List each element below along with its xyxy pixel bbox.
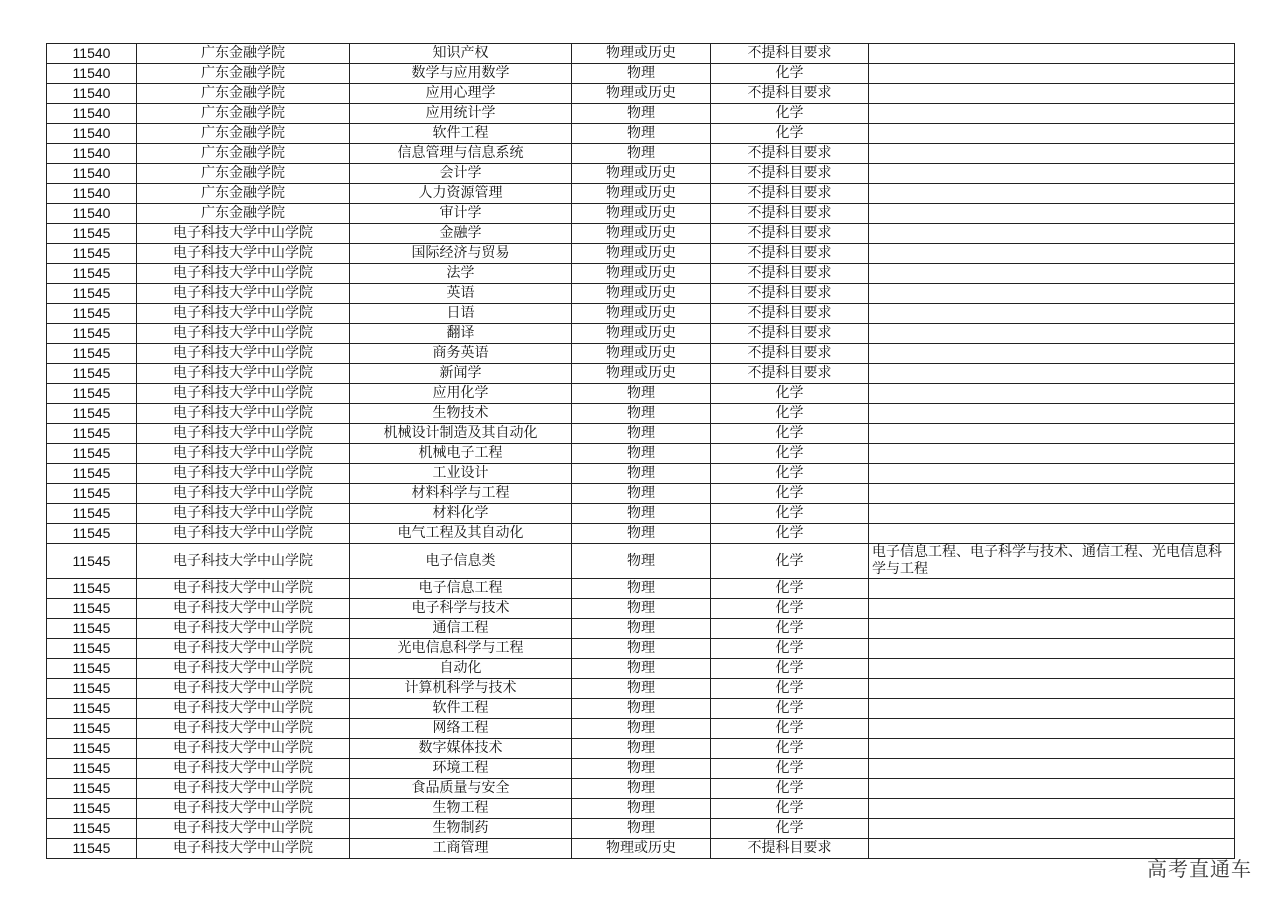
second-subject-cell: 不提科目要求: [711, 284, 869, 304]
note-cell: [869, 799, 1235, 819]
table-row: [47, 719, 1235, 739]
school-code-cell: 11545: [47, 244, 137, 264]
subject-requirements-table: [46, 43, 1235, 859]
school-name-cell: 电子科技大学中山学院: [137, 759, 350, 779]
table-row: [47, 799, 1235, 819]
school-name-cell: 电子科技大学中山学院: [137, 484, 350, 504]
school-code-cell: 11545: [47, 739, 137, 759]
school-name-cell: 电子科技大学中山学院: [137, 579, 350, 599]
school-code-cell: 11545: [47, 779, 137, 799]
note-cell: [869, 264, 1235, 284]
note-cell: [869, 579, 1235, 599]
school-name-cell: 广东金融学院: [137, 124, 350, 144]
table-row: [47, 819, 1235, 839]
school-code-cell: 11540: [47, 44, 137, 64]
first-subject-cell: 物理: [572, 599, 711, 619]
note-cell: [869, 344, 1235, 364]
second-subject-cell: 化学: [711, 484, 869, 504]
table-row: [47, 124, 1235, 144]
note-cell: [869, 444, 1235, 464]
note-cell: [869, 104, 1235, 124]
note-cell: 电子信息工程、电子科学与技术、通信工程、光电信息科学与工程: [869, 544, 1235, 579]
second-subject-cell: 不提科目要求: [711, 84, 869, 104]
major-name-cell: 应用化学: [350, 384, 572, 404]
first-subject-cell: 物理: [572, 759, 711, 779]
second-subject-cell: 不提科目要求: [711, 264, 869, 284]
school-code-cell: 11545: [47, 484, 137, 504]
first-subject-cell: 物理: [572, 544, 711, 579]
major-name-cell: 法学: [350, 264, 572, 284]
table-row: [47, 404, 1235, 424]
second-subject-cell: 不提科目要求: [711, 164, 869, 184]
first-subject-cell: 物理: [572, 384, 711, 404]
school-name-cell: 广东金融学院: [137, 64, 350, 84]
table-row: [47, 659, 1235, 679]
first-subject-cell: 物理或历史: [572, 324, 711, 344]
table-row: [47, 284, 1235, 304]
note-cell: [869, 184, 1235, 204]
second-subject-cell: 化学: [711, 104, 869, 124]
school-name-cell: 电子科技大学中山学院: [137, 779, 350, 799]
note-cell: [869, 124, 1235, 144]
major-name-cell: 国际经济与贸易: [350, 244, 572, 264]
school-code-cell: 11545: [47, 364, 137, 384]
school-name-cell: 电子科技大学中山学院: [137, 344, 350, 364]
first-subject-cell: 物理: [572, 659, 711, 679]
second-subject-cell: 化学: [711, 124, 869, 144]
school-code-cell: 11540: [47, 104, 137, 124]
second-subject-cell: 化学: [711, 719, 869, 739]
school-code-cell: 11540: [47, 64, 137, 84]
school-name-cell: 电子科技大学中山学院: [137, 719, 350, 739]
note-cell: [869, 599, 1235, 619]
first-subject-cell: 物理: [572, 464, 711, 484]
school-code-cell: 11540: [47, 124, 137, 144]
school-code-cell: 11540: [47, 84, 137, 104]
second-subject-cell: 化学: [711, 759, 869, 779]
school-code-cell: 11540: [47, 204, 137, 224]
table-row: [47, 184, 1235, 204]
table-row: [47, 84, 1235, 104]
major-name-cell: 信息管理与信息系统: [350, 144, 572, 164]
first-subject-cell: 物理: [572, 699, 711, 719]
table-row: [47, 599, 1235, 619]
first-subject-cell: 物理: [572, 144, 711, 164]
school-name-cell: 电子科技大学中山学院: [137, 799, 350, 819]
first-subject-cell: 物理: [572, 679, 711, 699]
table-row: [47, 164, 1235, 184]
second-subject-cell: 化学: [711, 404, 869, 424]
second-subject-cell: 化学: [711, 779, 869, 799]
table-row: [47, 524, 1235, 544]
second-subject-cell: 化学: [711, 679, 869, 699]
major-name-cell: 电气工程及其自动化: [350, 524, 572, 544]
first-subject-cell: 物理: [572, 484, 711, 504]
second-subject-cell: 不提科目要求: [711, 344, 869, 364]
note-cell: [869, 699, 1235, 719]
second-subject-cell: 化学: [711, 544, 869, 579]
major-name-cell: 生物工程: [350, 799, 572, 819]
note-cell: [869, 224, 1235, 244]
first-subject-cell: 物理: [572, 424, 711, 444]
note-cell: [869, 324, 1235, 344]
table-row: [47, 699, 1235, 719]
major-name-cell: 翻译: [350, 324, 572, 344]
major-name-cell: 数字媒体技术: [350, 739, 572, 759]
note-cell: [869, 659, 1235, 679]
school-code-cell: 11545: [47, 424, 137, 444]
first-subject-cell: 物理或历史: [572, 204, 711, 224]
second-subject-cell: 化学: [711, 739, 869, 759]
major-name-cell: 英语: [350, 284, 572, 304]
table-row: [47, 44, 1235, 64]
first-subject-cell: 物理或历史: [572, 304, 711, 324]
table-row: [47, 679, 1235, 699]
first-subject-cell: 物理: [572, 779, 711, 799]
second-subject-cell: 不提科目要求: [711, 324, 869, 344]
table-row: [47, 224, 1235, 244]
major-name-cell: 电子信息类: [350, 544, 572, 579]
school-code-cell: 11545: [47, 599, 137, 619]
second-subject-cell: 化学: [711, 659, 869, 679]
first-subject-cell: 物理: [572, 504, 711, 524]
first-subject-cell: 物理: [572, 104, 711, 124]
table-row: [47, 204, 1235, 224]
note-cell: [869, 44, 1235, 64]
watermark-text: 高考直通车: [1147, 857, 1252, 881]
table-row: [47, 639, 1235, 659]
second-subject-cell: 化学: [711, 599, 869, 619]
first-subject-cell: 物理或历史: [572, 364, 711, 384]
table-row: [47, 484, 1235, 504]
note-cell: [869, 244, 1235, 264]
school-name-cell: 电子科技大学中山学院: [137, 504, 350, 524]
school-code-cell: 11545: [47, 839, 137, 859]
table-row: [47, 244, 1235, 264]
school-name-cell: 电子科技大学中山学院: [137, 464, 350, 484]
school-code-cell: 11545: [47, 384, 137, 404]
first-subject-cell: 物理: [572, 639, 711, 659]
first-subject-cell: 物理或历史: [572, 164, 711, 184]
first-subject-cell: 物理或历史: [572, 84, 711, 104]
school-code-cell: 11545: [47, 719, 137, 739]
first-subject-cell: 物理: [572, 579, 711, 599]
second-subject-cell: 不提科目要求: [711, 224, 869, 244]
school-code-cell: 11545: [47, 659, 137, 679]
second-subject-cell: 不提科目要求: [711, 44, 869, 64]
first-subject-cell: 物理: [572, 524, 711, 544]
school-name-cell: 广东金融学院: [137, 84, 350, 104]
note-cell: [869, 484, 1235, 504]
school-code-cell: 11545: [47, 819, 137, 839]
note-cell: [869, 759, 1235, 779]
major-name-cell: 计算机科学与技术: [350, 679, 572, 699]
second-subject-cell: 化学: [711, 464, 869, 484]
second-subject-cell: 化学: [711, 424, 869, 444]
school-code-cell: 11545: [47, 224, 137, 244]
table-row: [47, 264, 1235, 284]
school-code-cell: 11545: [47, 524, 137, 544]
school-name-cell: 广东金融学院: [137, 144, 350, 164]
school-name-cell: 广东金融学院: [137, 104, 350, 124]
school-code-cell: 11545: [47, 699, 137, 719]
school-name-cell: 电子科技大学中山学院: [137, 424, 350, 444]
first-subject-cell: 物理或历史: [572, 264, 711, 284]
note-cell: [869, 404, 1235, 424]
first-subject-cell: 物理或历史: [572, 244, 711, 264]
major-name-cell: 网络工程: [350, 719, 572, 739]
note-cell: [869, 424, 1235, 444]
note-cell: [869, 719, 1235, 739]
school-name-cell: 电子科技大学中山学院: [137, 404, 350, 424]
first-subject-cell: 物理或历史: [572, 284, 711, 304]
school-name-cell: 电子科技大学中山学院: [137, 264, 350, 284]
note-cell: [869, 204, 1235, 224]
school-code-cell: 11545: [47, 444, 137, 464]
major-name-cell: 机械电子工程: [350, 444, 572, 464]
second-subject-cell: 化学: [711, 699, 869, 719]
major-name-cell: 应用统计学: [350, 104, 572, 124]
first-subject-cell: 物理: [572, 404, 711, 424]
first-subject-cell: 物理: [572, 739, 711, 759]
school-code-cell: 11545: [47, 579, 137, 599]
major-name-cell: 机械设计制造及其自动化: [350, 424, 572, 444]
school-name-cell: 电子科技大学中山学院: [137, 679, 350, 699]
major-name-cell: 工商管理: [350, 839, 572, 859]
major-name-cell: 知识产权: [350, 44, 572, 64]
major-name-cell: 生物技术: [350, 404, 572, 424]
major-name-cell: 材料科学与工程: [350, 484, 572, 504]
school-code-cell: 11545: [47, 759, 137, 779]
second-subject-cell: 化学: [711, 639, 869, 659]
major-name-cell: 新闻学: [350, 364, 572, 384]
major-name-cell: 电子信息工程: [350, 579, 572, 599]
table-row: [47, 344, 1235, 364]
major-name-cell: 环境工程: [350, 759, 572, 779]
school-name-cell: 电子科技大学中山学院: [137, 639, 350, 659]
second-subject-cell: 化学: [711, 64, 869, 84]
second-subject-cell: 不提科目要求: [711, 304, 869, 324]
second-subject-cell: 不提科目要求: [711, 839, 869, 859]
table-row: [47, 424, 1235, 444]
note-cell: [869, 639, 1235, 659]
note-cell: [869, 144, 1235, 164]
major-name-cell: 自动化: [350, 659, 572, 679]
major-name-cell: 食品质量与安全: [350, 779, 572, 799]
table-row: [47, 364, 1235, 384]
table-row: [47, 759, 1235, 779]
school-name-cell: 广东金融学院: [137, 204, 350, 224]
note-cell: [869, 164, 1235, 184]
school-name-cell: 广东金融学院: [137, 184, 350, 204]
note-cell: [869, 284, 1235, 304]
school-name-cell: 电子科技大学中山学院: [137, 659, 350, 679]
school-code-cell: 11545: [47, 679, 137, 699]
table-row: [47, 444, 1235, 464]
school-name-cell: 电子科技大学中山学院: [137, 324, 350, 344]
table-row: [47, 384, 1235, 404]
school-name-cell: 电子科技大学中山学院: [137, 619, 350, 639]
school-name-cell: 电子科技大学中山学院: [137, 224, 350, 244]
second-subject-cell: 不提科目要求: [711, 204, 869, 224]
second-subject-cell: 化学: [711, 444, 869, 464]
school-name-cell: 电子科技大学中山学院: [137, 699, 350, 719]
school-code-cell: 11545: [47, 544, 137, 579]
table-row: [47, 544, 1235, 579]
table-row: [47, 304, 1235, 324]
first-subject-cell: 物理: [572, 64, 711, 84]
school-code-cell: 11545: [47, 404, 137, 424]
first-subject-cell: 物理或历史: [572, 344, 711, 364]
major-name-cell: 电子科学与技术: [350, 599, 572, 619]
table-row: [47, 839, 1235, 859]
second-subject-cell: 化学: [711, 579, 869, 599]
second-subject-cell: 化学: [711, 799, 869, 819]
major-name-cell: 工业设计: [350, 464, 572, 484]
first-subject-cell: 物理: [572, 719, 711, 739]
school-name-cell: 电子科技大学中山学院: [137, 599, 350, 619]
school-name-cell: 电子科技大学中山学院: [137, 244, 350, 264]
school-code-cell: 11545: [47, 464, 137, 484]
note-cell: [869, 524, 1235, 544]
school-code-cell: 11545: [47, 619, 137, 639]
second-subject-cell: 化学: [711, 384, 869, 404]
school-name-cell: 电子科技大学中山学院: [137, 384, 350, 404]
second-subject-cell: 化学: [711, 504, 869, 524]
second-subject-cell: 化学: [711, 819, 869, 839]
school-code-cell: 11540: [47, 144, 137, 164]
table-row: [47, 144, 1235, 164]
school-name-cell: 电子科技大学中山学院: [137, 839, 350, 859]
table-row: [47, 504, 1235, 524]
note-cell: [869, 819, 1235, 839]
note-cell: [869, 364, 1235, 384]
major-name-cell: 生物制药: [350, 819, 572, 839]
first-subject-cell: 物理: [572, 799, 711, 819]
major-name-cell: 会计学: [350, 164, 572, 184]
first-subject-cell: 物理: [572, 819, 711, 839]
school-code-cell: 11545: [47, 799, 137, 819]
school-code-cell: 11545: [47, 304, 137, 324]
school-code-cell: 11545: [47, 324, 137, 344]
first-subject-cell: 物理: [572, 124, 711, 144]
note-cell: [869, 739, 1235, 759]
second-subject-cell: 不提科目要求: [711, 244, 869, 264]
school-code-cell: 11540: [47, 184, 137, 204]
school-code-cell: 11545: [47, 504, 137, 524]
school-name-cell: 电子科技大学中山学院: [137, 304, 350, 324]
school-name-cell: 广东金融学院: [137, 44, 350, 64]
major-name-cell: 商务英语: [350, 344, 572, 364]
table-body: [47, 44, 1235, 859]
major-name-cell: 光电信息科学与工程: [350, 639, 572, 659]
note-cell: [869, 779, 1235, 799]
school-name-cell: 电子科技大学中山学院: [137, 544, 350, 579]
table-row: [47, 579, 1235, 599]
major-name-cell: 软件工程: [350, 699, 572, 719]
first-subject-cell: 物理或历史: [572, 44, 711, 64]
table-row: [47, 324, 1235, 344]
note-cell: [869, 504, 1235, 524]
major-name-cell: 审计学: [350, 204, 572, 224]
major-name-cell: 人力资源管理: [350, 184, 572, 204]
note-cell: [869, 619, 1235, 639]
major-name-cell: 数学与应用数学: [350, 64, 572, 84]
second-subject-cell: 化学: [711, 619, 869, 639]
first-subject-cell: 物理或历史: [572, 184, 711, 204]
major-name-cell: 日语: [350, 304, 572, 324]
major-name-cell: 金融学: [350, 224, 572, 244]
school-name-cell: 电子科技大学中山学院: [137, 284, 350, 304]
table-row: [47, 739, 1235, 759]
school-code-cell: 11540: [47, 164, 137, 184]
school-code-cell: 11545: [47, 284, 137, 304]
school-code-cell: 11545: [47, 344, 137, 364]
first-subject-cell: 物理: [572, 619, 711, 639]
second-subject-cell: 不提科目要求: [711, 184, 869, 204]
major-name-cell: 通信工程: [350, 619, 572, 639]
school-code-cell: 11545: [47, 639, 137, 659]
major-name-cell: 软件工程: [350, 124, 572, 144]
second-subject-cell: 化学: [711, 524, 869, 544]
note-cell: [869, 64, 1235, 84]
major-name-cell: 材料化学: [350, 504, 572, 524]
first-subject-cell: 物理: [572, 444, 711, 464]
note-cell: [869, 384, 1235, 404]
school-name-cell: 电子科技大学中山学院: [137, 524, 350, 544]
note-cell: [869, 304, 1235, 324]
second-subject-cell: 不提科目要求: [711, 364, 869, 384]
school-name-cell: 电子科技大学中山学院: [137, 819, 350, 839]
note-cell: [869, 464, 1235, 484]
table-row: [47, 619, 1235, 639]
note-cell: [869, 679, 1235, 699]
first-subject-cell: 物理或历史: [572, 224, 711, 244]
table-row: [47, 64, 1235, 84]
major-name-cell: 应用心理学: [350, 84, 572, 104]
school-name-cell: 电子科技大学中山学院: [137, 739, 350, 759]
table-row: [47, 779, 1235, 799]
school-name-cell: 广东金融学院: [137, 164, 350, 184]
second-subject-cell: 不提科目要求: [711, 144, 869, 164]
table-row: [47, 104, 1235, 124]
school-name-cell: 电子科技大学中山学院: [137, 364, 350, 384]
table-row: [47, 464, 1235, 484]
school-name-cell: 电子科技大学中山学院: [137, 444, 350, 464]
school-code-cell: 11545: [47, 264, 137, 284]
first-subject-cell: 物理或历史: [572, 839, 711, 859]
note-cell: [869, 84, 1235, 104]
